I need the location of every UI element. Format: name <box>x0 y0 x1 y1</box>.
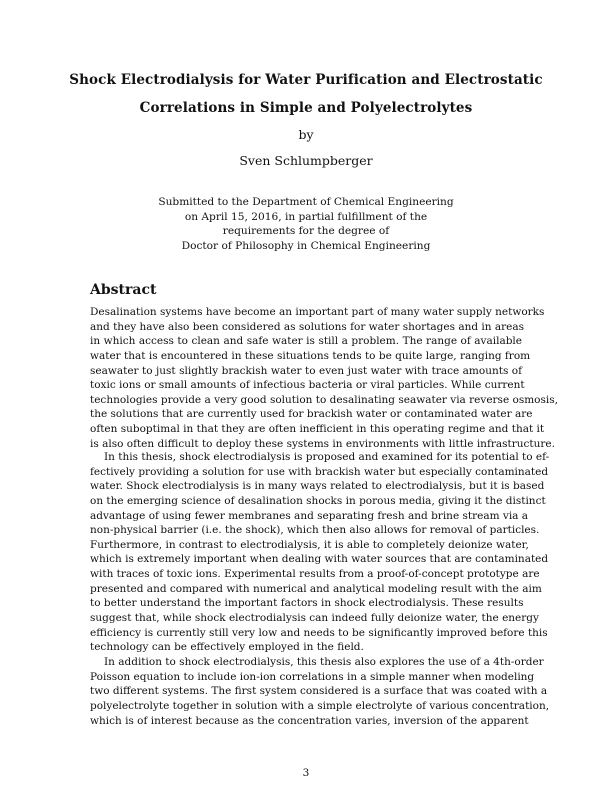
text-line: non-physical barrier (i.e. the shock), which then also allows for removal of particles. <box>90 524 540 537</box>
text-line: advantage of using fewer membranes and separating fresh and brine stream via a <box>90 509 529 522</box>
text-line: toxic ions or small amounts of infectious bacteria or viral particles. While current <box>90 379 525 392</box>
text-line: with traces of toxic ions. Experimental results from a proof-of-concept prototype are <box>90 568 540 581</box>
text-line: technology can be effectively employed in the field. <box>90 641 364 654</box>
abstract-paragraph-3 <box>90 655 550 728</box>
text-line: often suboptimal in that they are often inefficient in this operating regime and that it <box>90 423 545 436</box>
text-line: technologies provide a very good solution to desalinating seawater via reverse osmosis, <box>90 393 558 406</box>
text-line: presented and compared with numerical and analytical modeling result with the aim <box>90 582 542 595</box>
text-line: water. Shock electrodialysis is in many ways related to electrodialysis, but it is based <box>90 480 545 493</box>
text-line: fectively providing a solution for use with brackish water but especially contaminated <box>90 465 549 478</box>
text-line: two different systems. The first system considered is a surface that was coated with a <box>90 685 548 698</box>
title-line-1: Shock Electrodialysis for Water Purification and Electrostatic <box>69 72 543 88</box>
submission-statement <box>60 195 552 253</box>
text-line: Furthermore, in contrast to electrodialysis, it is able to completely deionize water, <box>90 538 529 551</box>
abstract-paragraph-2 <box>90 450 550 655</box>
text-line: In this thesis, shock electrodialysis is proposed and examined for its potential to ef- <box>104 451 550 463</box>
text-line: and they have also been considered as solutions for water shortages and in areas <box>90 320 525 333</box>
abstract-paragraph-1 <box>90 305 558 451</box>
text-line: seawater to just slightly brackish water to even just water with trace amounts of <box>90 364 522 377</box>
text-line: efficiency is currently still very low and needs to be significantly improved before this <box>90 626 548 639</box>
text-line: which is of interest because as the concentration varies, inversion of the apparent <box>90 714 529 727</box>
text-line: which is extremely important when dealing with water sources that are contaminated <box>90 553 549 566</box>
text-line: the solutions that are currently used for brackish water or contaminated water are <box>90 408 533 421</box>
page-number: 3 <box>302 767 310 779</box>
text-line: In addition to shock electrodialysis, this thesis also explores the use of a 4th-order <box>104 656 544 668</box>
text-line: Poisson equation to include ion-ion correlations in a simple manner when modeling <box>90 670 535 683</box>
author-name: Sven Schlumpberger <box>239 153 373 168</box>
text-line: water that is encountered in these situations tends to be quite large, ranging from <box>90 349 531 362</box>
submission-line: Doctor of Philosophy in Chemical Engineering <box>181 239 431 252</box>
text-line: on the emerging science of desalination shocks in porous media, giving it the distinct <box>90 494 546 507</box>
by-label: by <box>298 127 314 142</box>
submission-line: on April 15, 2016, in partial fulfillment of the <box>184 210 428 223</box>
text-line: suggest that, while shock electrodialysis can indeed fully deionize water, the energy <box>90 612 539 625</box>
title-line-2: Correlations in Simple and Polyelectrolytes <box>139 100 473 116</box>
text-line: is also often difficult to deploy these systems in environments with little infrastructure. <box>90 437 555 450</box>
text-line: polyelectrolyte together in solution with a simple electrolyte of various concentration, <box>90 699 550 712</box>
text-line: Desalination systems have become an important part of many water supply networks <box>90 306 545 318</box>
text-line: in which access to clean and safe water is still a problem. The range of available <box>90 335 522 348</box>
text-line: to better understand the important factors in shock electrodialysis. These results <box>90 597 524 610</box>
submission-line: Submitted to the Department of Chemical Engineering <box>158 196 454 208</box>
submission-line: requirements for the degree of <box>222 225 390 238</box>
abstract-heading: Abstract <box>90 282 157 298</box>
